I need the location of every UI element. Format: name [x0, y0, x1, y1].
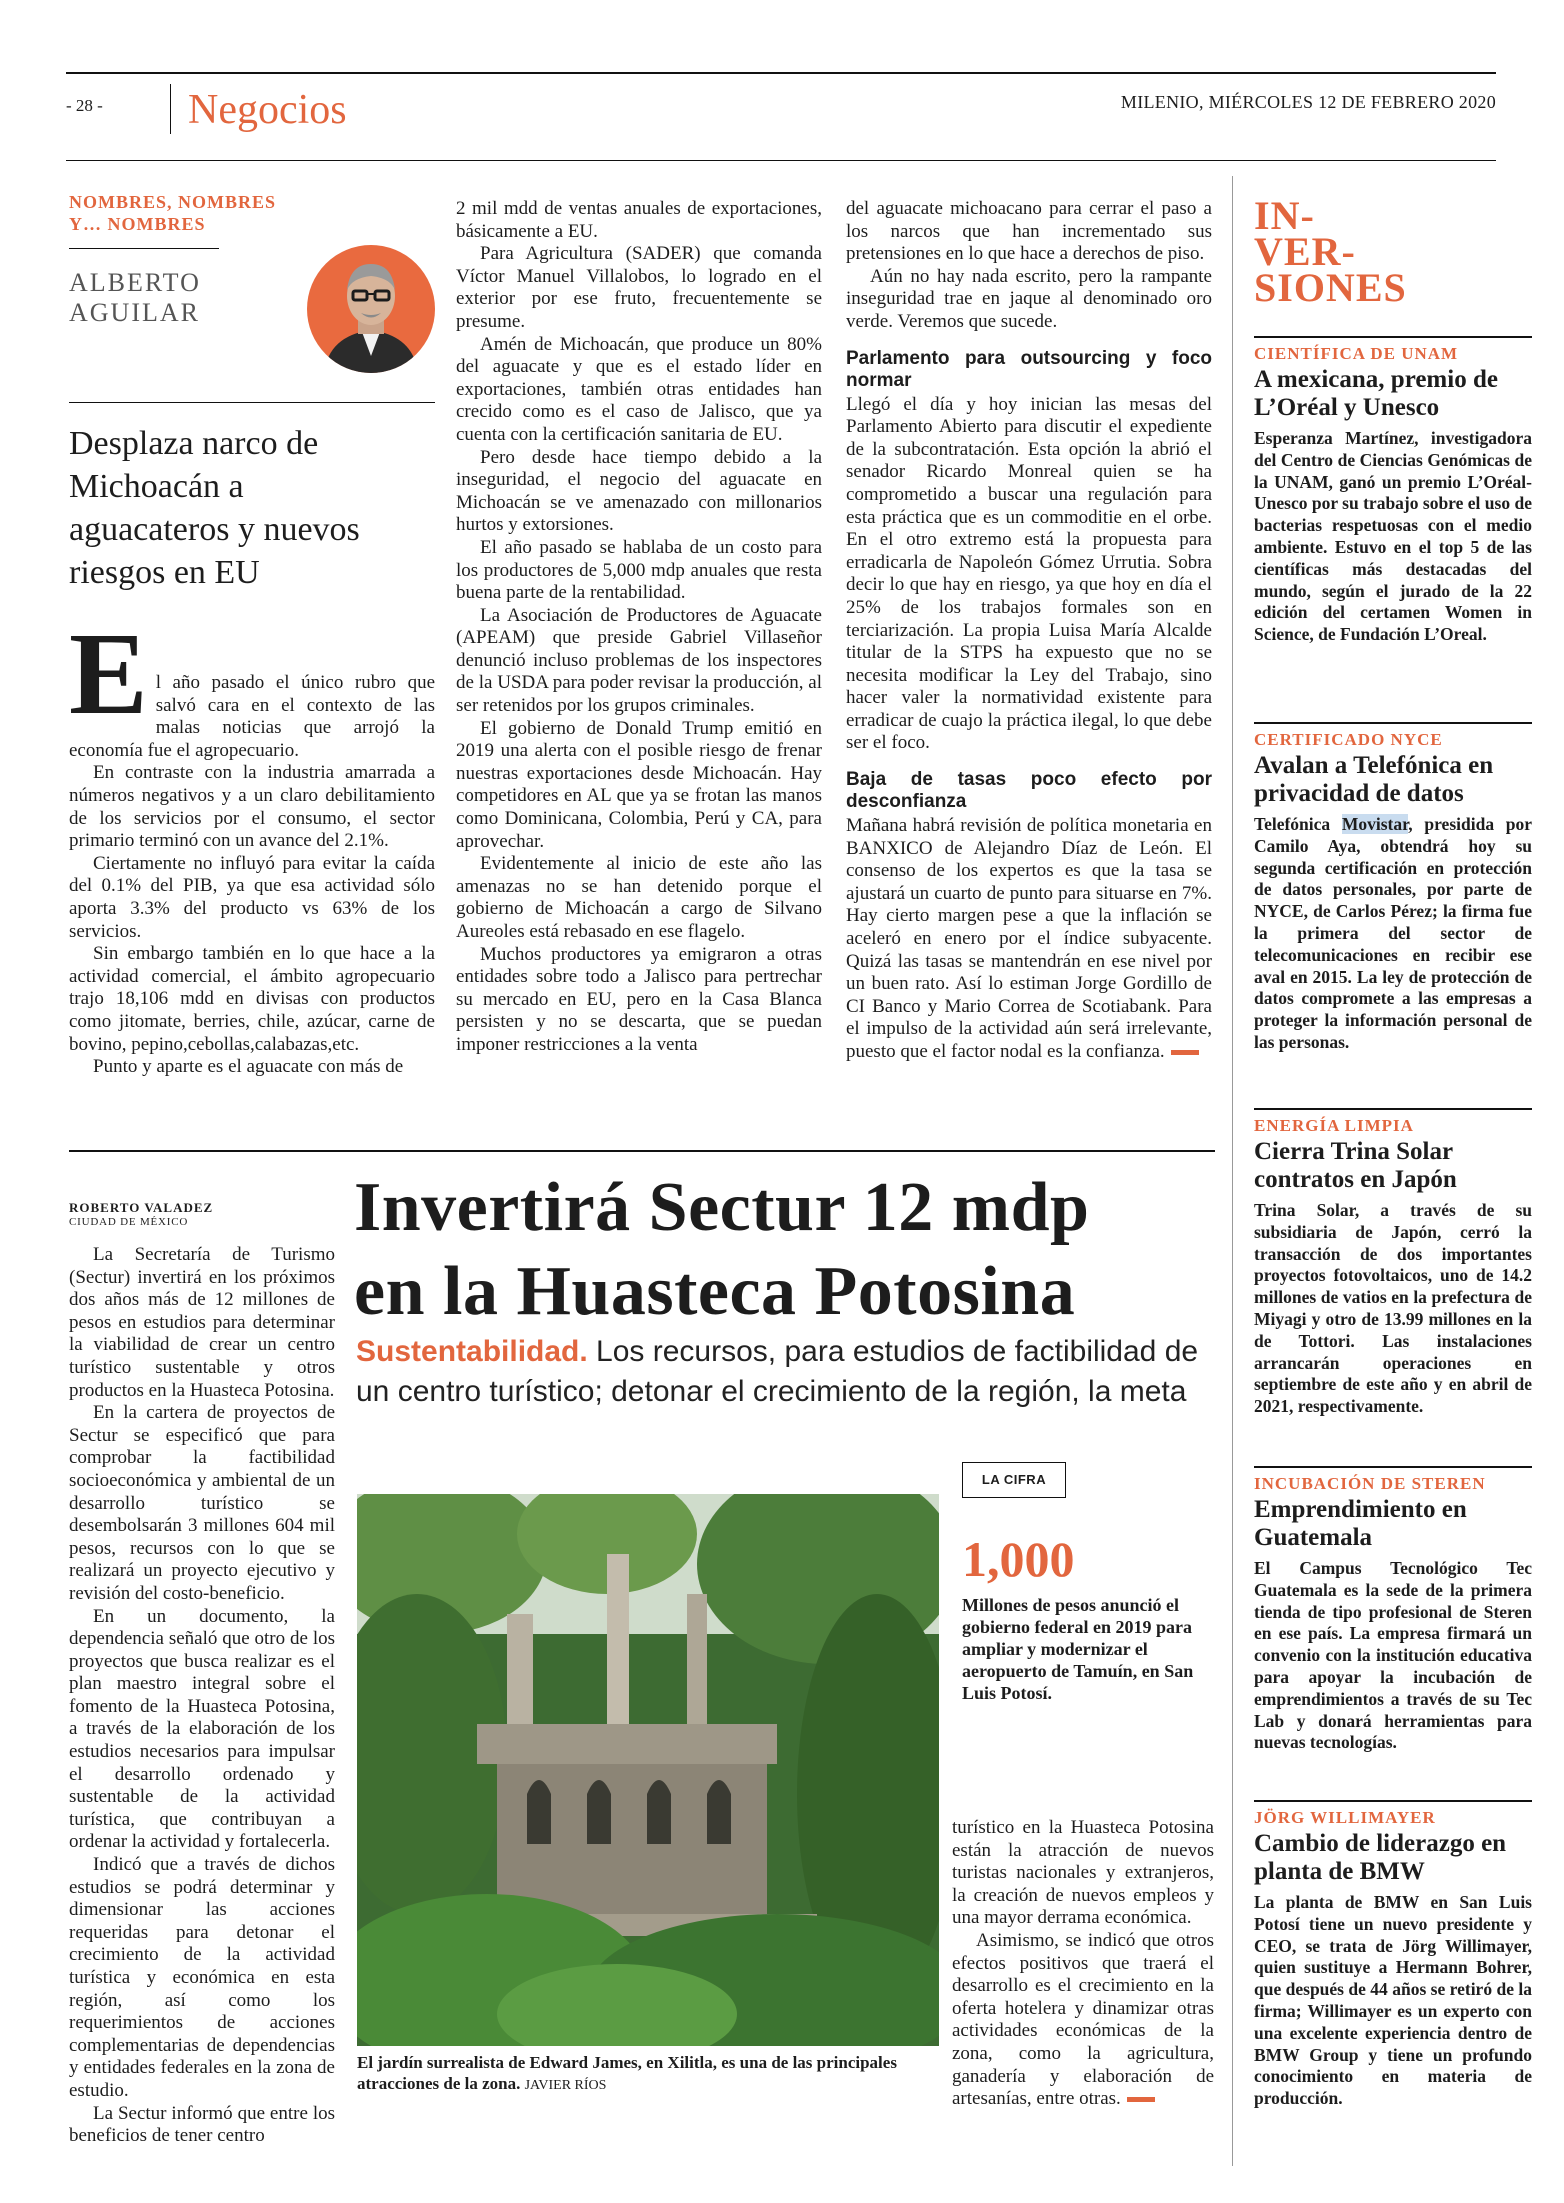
sidebar-body: Esperanza Martínez, investigadora del Centro de Ciencias Genómicas de la UNAM, ganó un premio L’Oréal-Unesco por su trabajo sobre el uso de bacterias respetuosas con el medio ambiente. Estuvo en el top 5 de las científicas más destacadas del mundo, según el jurado de la 22 edición del certamen Women in Science, de Fundación L’Oreal.: [1254, 428, 1532, 645]
publication-date: MILENIO, MIÉRCOLES 12 DE FEBRERO 2020: [1120, 92, 1496, 112]
story-paragraph: La Secretaría de Turismo (Sectur) invertirá en los próximos dos años más de 12 millones de pesos en estudios para determinar la viabilidad de crear un centro turístico sustentable y otros productos en la Huasteca Potosina.: [69, 1244, 335, 1401]
column-paragraph: El gobierno de Donald Trump emitió en 2019 una alerta con el posible riesgo de frenar nuestras exportaciones desde Michoacán. Hay competidores en AL que ya se frotan las manos como Dominicana, Colombia, Perú y CA, para aprovechar.: [456, 717, 822, 852]
column-headline: Desplaza narco de Michoacán a aguacateros y nuevos riesgos en EU: [69, 425, 360, 591]
section-title: Negocios: [188, 87, 347, 133]
column-paragraph: del aguacate michoacano para cerrar el paso a los narcos que han incrementado sus pretensiones en lo que hace a derechos de piso.: [846, 198, 1212, 265]
column-kicker-line2: Y… NOMBRES: [69, 214, 206, 234]
sidebar-headline: Cambio de liderazgo en planta de BMW: [1254, 1830, 1507, 1885]
story-paragraph: Indicó que a través de dichos estudios se podrá determinar y dimensionar las acciones requeridas para detonar el crecimiento de la actividad turística y económica en esta región, así como los requerimientos de acciones complementarias de dependencias y entidades federales en la zona de estudio.: [69, 1854, 335, 2101]
column-paragraph: Muchos productores ya emigraron a otras entidades sobre todo a Jalisco para pertrechar su mercado en EU, pero en la Casa Blanca persisten y no se descarta, que se puedan imponer restricciones a la venta: [456, 943, 822, 1055]
story-photo: [357, 1494, 939, 2046]
drop-cap: E: [69, 608, 148, 739]
sidebar-kicker: CIENTÍFICA DE UNAM: [1254, 336, 1532, 364]
column-paragraph: Aún no hay nada escrito, pero la rampante inseguridad trae en jaque al denominado oro verde. Veremos que sucede.: [846, 265, 1212, 332]
byline-place: CIUDAD DE MÉXICO: [69, 1216, 189, 1228]
sidebar-item: [1254, 1466, 1532, 1754]
cifra-description: [962, 1594, 1216, 1704]
sidebar-kicker: JÖRG WILLIMAYER: [1254, 1800, 1532, 1828]
sidebar-headline: Cierra Trina Solar contratos en Japón: [1254, 1138, 1457, 1193]
author-avatar: [306, 244, 436, 374]
sidebar-body: , presidida por Camilo Aya, obtendrá hoy su segunda certificación en protección de datos personales, por parte de NYCE, de Carlos Pérez; la firma fue la primera del sector de telecomunicaciones en recibir ese aval en 2015. La ley de protección de datos compromete a las empresas a proteger la información personal de las personas.: [1254, 814, 1533, 1052]
sidebar-item: [1254, 1108, 1532, 1418]
story-deck: [356, 1332, 1216, 1412]
column-paragraph: En contraste con la industria amarrada a números negativos y a un claro debilitamiento de los servicios por el consumo, el sector primario terminó con un avance del 2.1%.: [69, 762, 435, 852]
headline-line2: en la Huasteca Potosina: [354, 1253, 1076, 1330]
column-paragraph: El año pasado se hablaba de un costo para los productores de 5,000 mdp anuales que resta buena parte de la rentabilidad.: [456, 536, 822, 604]
subhead-outsourcing: Parlamento para outsourcing y foco normar: [846, 347, 1212, 391]
cifra-lead: Millones de pesos: [962, 1595, 1097, 1615]
photo-caption: El jardín surrealista de Edward James, en Xilitla, es una de las principales atracciones de la zona.: [357, 2053, 897, 2093]
cifra-label: LA CIFRA: [962, 1462, 1066, 1498]
cifra-text: anunció el gobierno federal en 2019 para ampliar y modernizar el aeropuerto de Tamuín, en San Luis Potosí.: [962, 1595, 1194, 1703]
column-paragraph: Para Agricultura (SADER) que comanda Víctor Manuel Villalobos, lo logrado en el exterior por ese fruto, frecuentemente se presume.: [456, 243, 822, 332]
sidebar-headline: Emprendimiento en Guatemala: [1254, 1496, 1467, 1551]
headline-rule: [69, 402, 435, 403]
subhead-tasas: Baja de tasas poco efecto por desconfianza: [846, 769, 1212, 813]
story-headline: [354, 1166, 1214, 1334]
story-byline: [69, 1200, 213, 1228]
sidebar-headline: Avalan a Telefónica en privacidad de datos: [1254, 752, 1494, 807]
column-author: [69, 268, 201, 328]
sidebar-body: Telefónica: [1254, 814, 1342, 834]
column-paragraph: La Asociación de Productores de Aguacate (APEAM) que preside Gabriel Villaseñor denunció incluso problemas de los inspectores de la USDA para poder revisar la producción, al ser retenidos por los grupos criminales.: [456, 604, 822, 717]
sidebar-kicker: INCUBACIÓN DE STEREN: [1254, 1466, 1532, 1494]
top-rule: [66, 72, 1496, 74]
column-paragraph: Amén de Michoacán, que produce un 80% del aguacate y que es el estado líder en exportaciones, también otras entidades han crecido como es el caso de Jalisco, que ya cuenta con la certificación sanitaria de EU.: [456, 333, 822, 445]
column-kicker-line1: NOMBRES, NOMBRES: [69, 192, 277, 212]
headline-line1: Invertirá Sectur 12 mdp: [354, 1169, 1090, 1246]
sidebar-kicker: ENERGÍA LIMPIA: [1254, 1108, 1532, 1136]
sidebar-headline: A mexicana, premio de L’Oréal y Unesco: [1254, 366, 1498, 421]
photo-caption-block: [357, 2052, 939, 2096]
column-paragraph: Llegó el día y hoy inician las mesas del Parlamento Abierto para discutir el expediente de la subcontratación. Esta opción la abrió el senador Ricardo Monreal quien se ha comprometido a buscar una regulación para esta práctica que es un commoditie en el orbe. En el otro extremo está la propuesta para erradicarla de Napoleón Gómez Urrutia. Sobra decir lo que hay en riesgo, ya que hoy en día el 25% de los trabajos formales son en terciarización. La propia Luisa María Alcalde titular de la STPS ha expuesto que no se necesita modificar la Ley del Trabajo, sino hacer valer la normatividad existente para erradicar de cuajo la práctica ilegal, lo que debe ser el foco.: [846, 393, 1212, 754]
column-paragraph: l año pasado el único rubro que salvó cara en el contexto de las malas noticias que arrojó la economía fue el agropecuario.: [69, 672, 435, 761]
sidebar-title-line1: IN-: [1254, 193, 1315, 238]
kicker-rule: [69, 248, 219, 249]
sidebar-item: [1254, 336, 1532, 646]
story-paragraph: En un documento, la dependencia señaló que otro de los proyectos que busca realizar es el plan maestro integral sobre el fomento de la Huasteca Potosina, a través de la elaboración de los estudios necesarios para impulsar el desarrollo ordenado y sustentable de la actividad turística, que contribuyan a ordenar la actividad y fortalecerla.: [69, 1605, 335, 1853]
story-paragraph: turístico en la Huasteca Potosina están la atracción de nuevos turistas nacionales y extranjeros, la creación de nuevos empleos y una mayor derrama económica.: [952, 1817, 1214, 1929]
deck-lead: Sustentabilidad.: [356, 1335, 588, 1368]
column-paragraph: Mañana habrá revisión de política monetaria en BANXICO de Alejandro Díaz de León. El consenso de los expertos es que la tasa se ajustará un cuarto de punto para situarse en 7%. Hay cierto margen pese a que la inflación se aceleró en enero por el índice subyacente. Quizá las tasas se mantendrán en ese nivel por un buen rato. Así lo estiman Jorge Gordillo de CI Banco y Mario Correa de Scotiabank. Para el impulso de la actividad aún será irrelevante, puesto que el factor nodal es la confianza.: [846, 815, 1212, 1062]
end-mark: [1171, 1050, 1199, 1055]
story-paragraph: La Sectur informó que entre los beneficios de tener centro: [69, 2102, 335, 2147]
sidebar-title-line3: SIONES: [1254, 265, 1407, 310]
byline-name: ROBERTO VALADEZ: [69, 1200, 214, 1215]
author-line1: ALBERTO: [69, 268, 201, 297]
highlighted-text: Movistar: [1341, 814, 1409, 834]
sidebar-body: La planta de BMW en San Luis Potosí tiene un nuevo presidente y CEO, se trata de Jörg Willimayer, quien sustituye a Hermann Bohrer, que después de 44 años se retiró de la firma; Willimayer es un experto con una excelente experiencia dentro de BMW Group y tiene un profundo conocimiento en materia de producción.: [1254, 1892, 1532, 2109]
story-paragraph: Asimismo, se indicó que otros efectos positivos que traerá el desarrollo es el crecimiento en la oferta hotelera y dinamizar otras actividades económicas de la zona, como la agricultura, ganadería y elaboración de artesanías, entre otras.: [952, 1929, 1214, 2110]
cifra-number: 1,000: [962, 1531, 1075, 1587]
header-divider: [170, 84, 171, 134]
column-col3: [846, 198, 1212, 1064]
sidebar-title-line2: VER-: [1254, 229, 1356, 274]
story-top-rule: [69, 1150, 1215, 1152]
sidebar-kicker: CERTIFICADO NYCE: [1254, 722, 1532, 750]
column-col2: [456, 198, 822, 1057]
column-paragraph: Evidentemente al inicio de este año las amenazas no se han detenido porque el gobierno de Michoacán a cargo de Silvano Aureoles está rebasado en ese flagelo.: [456, 853, 822, 942]
sidebar-body: El Campus Tecnológico Tec Guatemala es la sede de la primera tienda de tipo profesional de Steren en ese país. La empresa firmará un convenio con la institución educativa para apoyar la incubación de emprendimientos a través de su Tec Lab y donará herramientas para nuevas tecnologías.: [1254, 1558, 1532, 1753]
column-col1: [69, 608, 435, 1079]
photo-credit: JAVIER RÍOS: [524, 2078, 607, 2093]
header-bottom-rule: [66, 160, 1496, 161]
sidebar-item: [1254, 1800, 1532, 2110]
column-paragraph: Sin embargo también en lo que hace a la actividad comercial, el ámbito agropecuario trajo 18,106 mdd en divisas con productos como jitomate, berries, chile, azúcar, carne de bovino, pepino,cebollas,calabazas,etc.: [69, 943, 435, 1055]
end-mark: [1127, 2097, 1155, 2102]
sidebar-body: Trina Solar, a través de su subsidiaria de Japón, cerró la transacción de dos importantes proyectos fotovoltaicos, uno de 14.2 millones de vatios en la prefectura de Miyagi y otro de 13.99 millones en la de Tottori. Las instalaciones arrancarán operaciones en septiembre de este año y en abril de 2021, respectivamente.: [1254, 1200, 1532, 1417]
deck-text: Los recursos, para estudios de factibilidad de un centro turístico; detonar el crecimiento de la región, la meta: [356, 1335, 1199, 1408]
column-paragraph: 2 mil mdd de ventas anuales de exportaciones, básicamente a EU.: [456, 198, 822, 242]
sidebar-item: [1254, 722, 1532, 1054]
sidebar-title: [1254, 193, 1407, 310]
column-paragraph: Ciertamente no influyó para evitar la caída del 0.1% del PIB, ya que esa actividad sólo aporta 3.3% del producto vs 63% de los servicios.: [69, 852, 435, 942]
story-paragraph: En la cartera de proyectos de Sectur se especificó que para comprobar la factibilidad socioeconómica y ambiental de un desarrollo turístico se desembolsarán 3 millones 604 mil pesos, recursos con lo que se realizará un proyecto ejecutivo y revisión del costo-beneficio.: [69, 1402, 335, 1604]
column-paragraph: Punto y aparte es el aguacate con más de: [93, 1056, 404, 1078]
column-kicker: [69, 191, 276, 235]
page-number: - 28 -: [66, 96, 103, 115]
story-col1: [69, 1244, 335, 2148]
author-line2: AGUILAR: [69, 298, 200, 327]
story-col3: [952, 1817, 1214, 2111]
column-paragraph: Pero desde hace tiempo debido a la inseguridad, el negocio del aguacate en Michoacán se ve amenazado con millonarios hurtos y extorsiones.: [456, 446, 822, 536]
sidebar-divider: [1232, 176, 1233, 2166]
